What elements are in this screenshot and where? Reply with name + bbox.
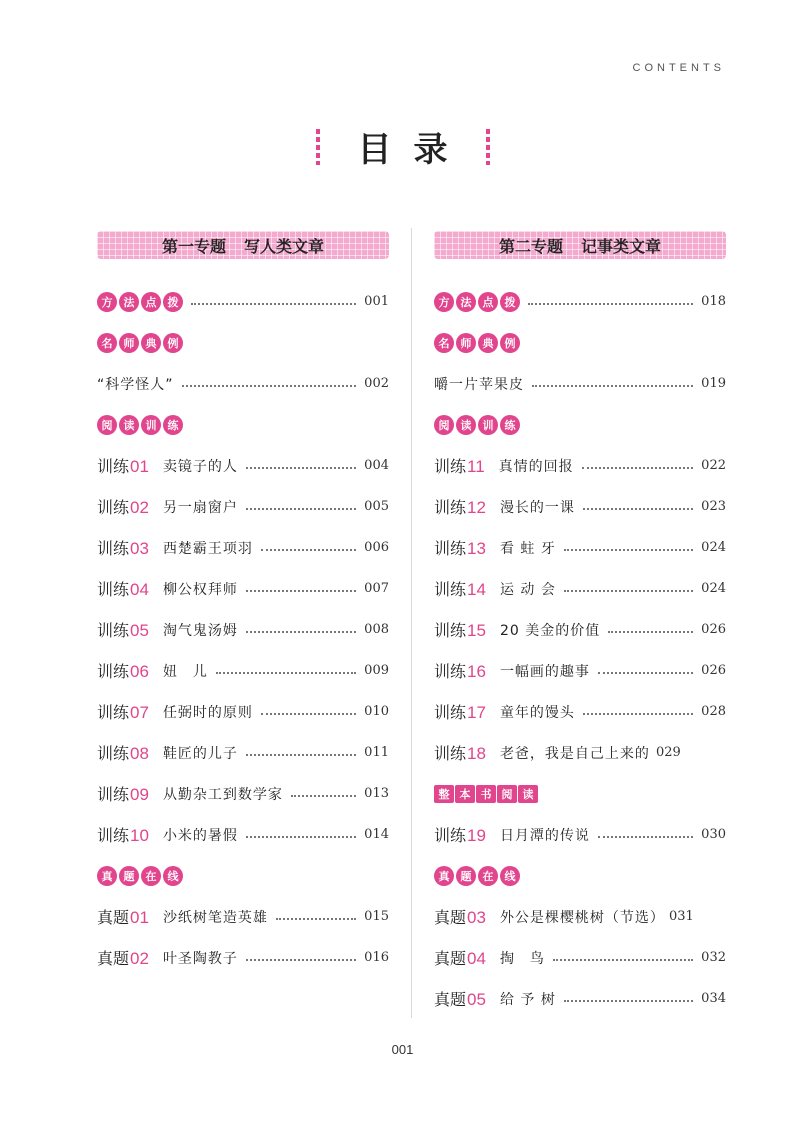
badge-char: 在 (141, 866, 161, 886)
badge-char: 典 (141, 333, 161, 353)
entry-prefix: 训练02 (97, 498, 149, 517)
toc-entry[interactable] (97, 937, 389, 978)
entry-prefix: 训练09 (97, 785, 149, 804)
footer-page-number: 001 (391, 1042, 414, 1057)
column-divider (411, 228, 412, 1018)
entry-prefix: 真题05 (434, 990, 486, 1009)
badge-char: 阅 (434, 415, 454, 435)
dot-leader (583, 508, 693, 510)
toc-entry[interactable] (97, 732, 389, 773)
page-number: 024 (701, 540, 726, 555)
entry-title: 叶圣陶教子 (162, 950, 238, 967)
right-real-header (434, 855, 726, 896)
badge-char: 拨 (163, 292, 183, 312)
entry-title: 小米的暑假 (162, 827, 238, 844)
badge-char: 名 (434, 333, 454, 353)
dot-leader (532, 385, 693, 387)
page-number: 008 (364, 622, 389, 637)
toc-entry[interactable] (434, 814, 726, 855)
entry-number: 11 (467, 457, 485, 476)
entry-prefix: 训练12 (434, 498, 486, 517)
right-example-header (434, 322, 726, 363)
left-example-header (97, 322, 389, 363)
entry-number: 18 (467, 744, 486, 763)
entry-prefix: 训练16 (434, 662, 486, 681)
left-method-row[interactable] (97, 281, 389, 322)
dot-leader (553, 959, 693, 961)
badge-char: 点 (141, 292, 161, 312)
entry-number: 06 (130, 662, 149, 681)
page-number: 028 (701, 704, 726, 719)
toc-entry[interactable] (97, 445, 389, 486)
contents-label: CONTENTS (632, 62, 725, 74)
entry-title: 日月潭的传说 (499, 827, 590, 844)
entry-title: 妞 儿 (162, 663, 208, 680)
entry-number: 19 (467, 826, 486, 845)
entry-title: 给 予 树 (499, 991, 556, 1008)
dot-leader (216, 672, 356, 674)
whole-book-badge (434, 785, 538, 803)
page-number: 031 (668, 909, 694, 924)
entry-title: 西楚霸王项羽 (162, 540, 253, 557)
toc-entry[interactable] (97, 691, 389, 732)
dot-leader (246, 631, 356, 633)
entry-number: 16 (467, 662, 486, 681)
dot-leader (191, 303, 356, 305)
reading-badge (434, 415, 520, 435)
entry-number: 04 (130, 580, 149, 599)
entry-title: 真情的回报 (498, 458, 574, 475)
entry-prefix: 训练19 (434, 826, 486, 845)
entry-title: 20 美金的价值 (499, 622, 601, 639)
badge-char: 书 (476, 785, 496, 803)
reading-badge (97, 415, 183, 435)
page-number: 022 (701, 458, 726, 473)
method-badge (97, 292, 183, 312)
real-badge (97, 866, 183, 886)
badge-char: 例 (163, 333, 183, 353)
toc-entry[interactable] (434, 568, 726, 609)
entry-prefix: 训练01 (97, 457, 149, 476)
entry-number: 12 (467, 498, 486, 517)
page-number: 030 (701, 827, 726, 842)
toc-entry[interactable] (97, 527, 389, 568)
entry-number: 13 (467, 539, 486, 558)
right-whole-book-header (434, 773, 726, 814)
page-number: 023 (701, 499, 726, 514)
dot-leader (598, 836, 693, 838)
entry-number: 01 (130, 457, 149, 476)
toc-entry[interactable] (434, 650, 726, 691)
page-number: 019 (701, 376, 726, 391)
badge-char: 在 (478, 866, 498, 886)
toc-entry[interactable] (97, 363, 389, 404)
page-number: 032 (701, 950, 726, 965)
dot-leader (246, 508, 356, 510)
badge-char: 练 (500, 415, 520, 435)
toc-entry[interactable] (434, 486, 726, 527)
entry-number: 04 (467, 949, 486, 968)
entry-number: 14 (467, 580, 486, 599)
right-topic-name: 记事类文章 (581, 236, 662, 256)
dot-leader (582, 467, 694, 469)
entry-title: 沙纸树笔造英雄 (162, 909, 268, 926)
page-number: 024 (701, 581, 726, 596)
entry-number: 03 (467, 908, 486, 927)
toc-entry[interactable] (97, 773, 389, 814)
page-number: 010 (364, 704, 389, 719)
example-badge (434, 333, 520, 353)
entry-prefix: 真题03 (434, 908, 486, 927)
badge-char: 练 (163, 415, 183, 435)
page-number: 026 (701, 622, 726, 637)
badge-char: 方 (434, 292, 454, 312)
entry-number: 03 (130, 539, 149, 558)
toc-entry[interactable] (434, 363, 726, 404)
toc-entry[interactable] (97, 896, 389, 937)
badge-char: 例 (500, 333, 520, 353)
badge-char: 师 (119, 333, 139, 353)
entry-number: 05 (130, 621, 149, 640)
dot-leader (182, 385, 357, 387)
title-right-bar (486, 129, 490, 165)
toc-entry[interactable] (434, 896, 726, 937)
toc-entry[interactable] (97, 814, 389, 855)
badge-char: 名 (97, 333, 117, 353)
entry-title: 淘气鬼汤姆 (162, 622, 238, 639)
badge-char: 方 (97, 292, 117, 312)
entry-number: 02 (130, 498, 149, 517)
page-number: 014 (364, 827, 389, 842)
page-number: 002 (364, 376, 389, 391)
entry-number: 05 (467, 990, 486, 1009)
toc-entry[interactable] (434, 978, 726, 1019)
title-left-bar (316, 129, 320, 165)
entry-prefix: 训练03 (97, 539, 149, 558)
entry-title: “科学怪人” (97, 376, 174, 393)
toc-entry[interactable] (434, 609, 726, 650)
badge-char: 本 (455, 785, 475, 803)
entry-prefix: 训练14 (434, 580, 486, 599)
page-title-block (0, 122, 805, 171)
left-topic-name: 写人类文章 (244, 236, 325, 256)
toc-entry[interactable] (434, 691, 726, 732)
page-number: 029 (655, 745, 681, 760)
entry-prefix: 训练18 (434, 744, 486, 763)
example-badge (97, 333, 183, 353)
left-reading-header (97, 404, 389, 445)
entry-number: 17 (467, 703, 486, 722)
dot-leader (246, 467, 356, 469)
toc-entry[interactable] (434, 527, 726, 568)
entry-prefix: 真题02 (97, 949, 149, 968)
page-number: 034 (701, 991, 726, 1006)
toc-entry[interactable] (97, 650, 389, 691)
entry-number: 01 (130, 908, 149, 927)
badge-char: 真 (434, 866, 454, 886)
dot-leader (261, 549, 356, 551)
entry-number: 09 (130, 785, 149, 804)
page-number: 013 (364, 786, 389, 801)
badge-char: 师 (456, 333, 476, 353)
badge-char: 法 (119, 292, 139, 312)
entry-title: 童年的馒头 (499, 704, 575, 721)
dot-leader (246, 836, 356, 838)
left-real-header (97, 855, 389, 896)
toc-entry[interactable] (97, 609, 389, 650)
page-number: 018 (701, 294, 726, 309)
left-topic-banner (97, 231, 389, 259)
badge-char: 典 (478, 333, 498, 353)
badge-char: 题 (119, 866, 139, 886)
entry-number: 08 (130, 744, 149, 763)
badge-char: 读 (518, 785, 538, 803)
dot-leader (583, 713, 693, 715)
dot-leader (528, 303, 693, 305)
page-number: 001 (364, 294, 389, 309)
dot-leader (608, 631, 693, 633)
dot-leader (246, 959, 356, 961)
dot-leader (564, 590, 693, 592)
entry-title: 掏 鸟 (499, 950, 545, 967)
page-number: 011 (364, 745, 389, 760)
dot-leader (246, 590, 356, 592)
badge-char: 题 (456, 866, 476, 886)
entry-number: 02 (130, 949, 149, 968)
page-number: 005 (364, 499, 389, 514)
entry-prefix: 训练13 (434, 539, 486, 558)
right-method-row[interactable] (434, 281, 726, 322)
entry-number: 07 (130, 703, 149, 722)
entry-title: 一幅画的趣事 (499, 663, 590, 680)
entry-title: 运 动 会 (499, 581, 556, 598)
dot-leader (598, 672, 693, 674)
entry-title: 漫长的一课 (499, 499, 575, 516)
badge-char: 点 (478, 292, 498, 312)
page-number: 004 (364, 458, 389, 473)
entry-title: 鞋匠的儿子 (162, 745, 238, 762)
entry-prefix: 训练10 (97, 826, 149, 845)
entry-title: 外公是棵樱桃树（节选） (499, 909, 665, 926)
entry-prefix: 训练07 (97, 703, 149, 722)
toc-entry[interactable] (97, 486, 389, 527)
badge-char: 线 (500, 866, 520, 886)
entry-title: 老爸，我是自己上来的 (499, 745, 650, 762)
left-topic-part: 第一专题 (161, 236, 226, 256)
toc-entry[interactable] (97, 568, 389, 609)
page-number: 007 (364, 581, 389, 596)
toc-entry[interactable] (434, 937, 726, 978)
badge-char: 整 (434, 785, 454, 803)
entry-number: 15 (467, 621, 486, 640)
right-topic-banner (434, 231, 726, 259)
entry-title: 嚼一片苹果皮 (434, 376, 524, 393)
badge-char: 训 (141, 415, 161, 435)
dot-leader (276, 918, 356, 920)
badge-char: 训 (478, 415, 498, 435)
entry-prefix: 训练08 (97, 744, 149, 763)
entry-prefix: 训练05 (97, 621, 149, 640)
dot-leader (246, 754, 356, 756)
badge-char: 读 (456, 415, 476, 435)
entry-prefix: 训练06 (97, 662, 149, 681)
entry-title: 任弼时的原则 (162, 704, 253, 721)
entry-number: 10 (130, 826, 149, 845)
entry-prefix: 训练04 (97, 580, 149, 599)
entry-prefix: 训练11 (434, 457, 485, 476)
right-reading-header (434, 404, 726, 445)
dot-leader (564, 1000, 693, 1002)
left-column (97, 231, 389, 978)
dot-leader (564, 549, 693, 551)
entry-prefix: 训练17 (434, 703, 486, 722)
badge-char: 阅 (497, 785, 517, 803)
toc-entry[interactable] (434, 445, 726, 486)
entry-title: 另一扇窗户 (162, 499, 238, 516)
page-number: 006 (364, 540, 389, 555)
page-number: 009 (364, 663, 389, 678)
badge-char: 读 (119, 415, 139, 435)
method-badge (434, 292, 520, 312)
badge-char: 线 (163, 866, 183, 886)
entry-title: 卖镜子的人 (162, 458, 238, 475)
badge-char: 拨 (500, 292, 520, 312)
page-number: 026 (701, 663, 726, 678)
dot-leader (261, 713, 356, 715)
toc-entry[interactable] (434, 732, 726, 773)
page-number: 015 (364, 909, 389, 924)
entry-title: 柳公权拜师 (162, 581, 238, 598)
page-number: 016 (364, 950, 389, 965)
badge-char: 法 (456, 292, 476, 312)
right-column (434, 231, 726, 1019)
entry-title: 从勤杂工到数学家 (162, 786, 283, 803)
entry-title: 看 蛀 牙 (499, 540, 556, 557)
right-topic-part: 第二专题 (498, 236, 563, 256)
badge-char: 真 (97, 866, 117, 886)
real-badge (434, 866, 520, 886)
entry-prefix: 真题04 (434, 949, 486, 968)
page-title: 目录 (357, 130, 470, 170)
entry-prefix: 真题01 (97, 908, 149, 927)
dot-leader (291, 795, 356, 797)
badge-char: 阅 (97, 415, 117, 435)
entry-prefix: 训练15 (434, 621, 486, 640)
